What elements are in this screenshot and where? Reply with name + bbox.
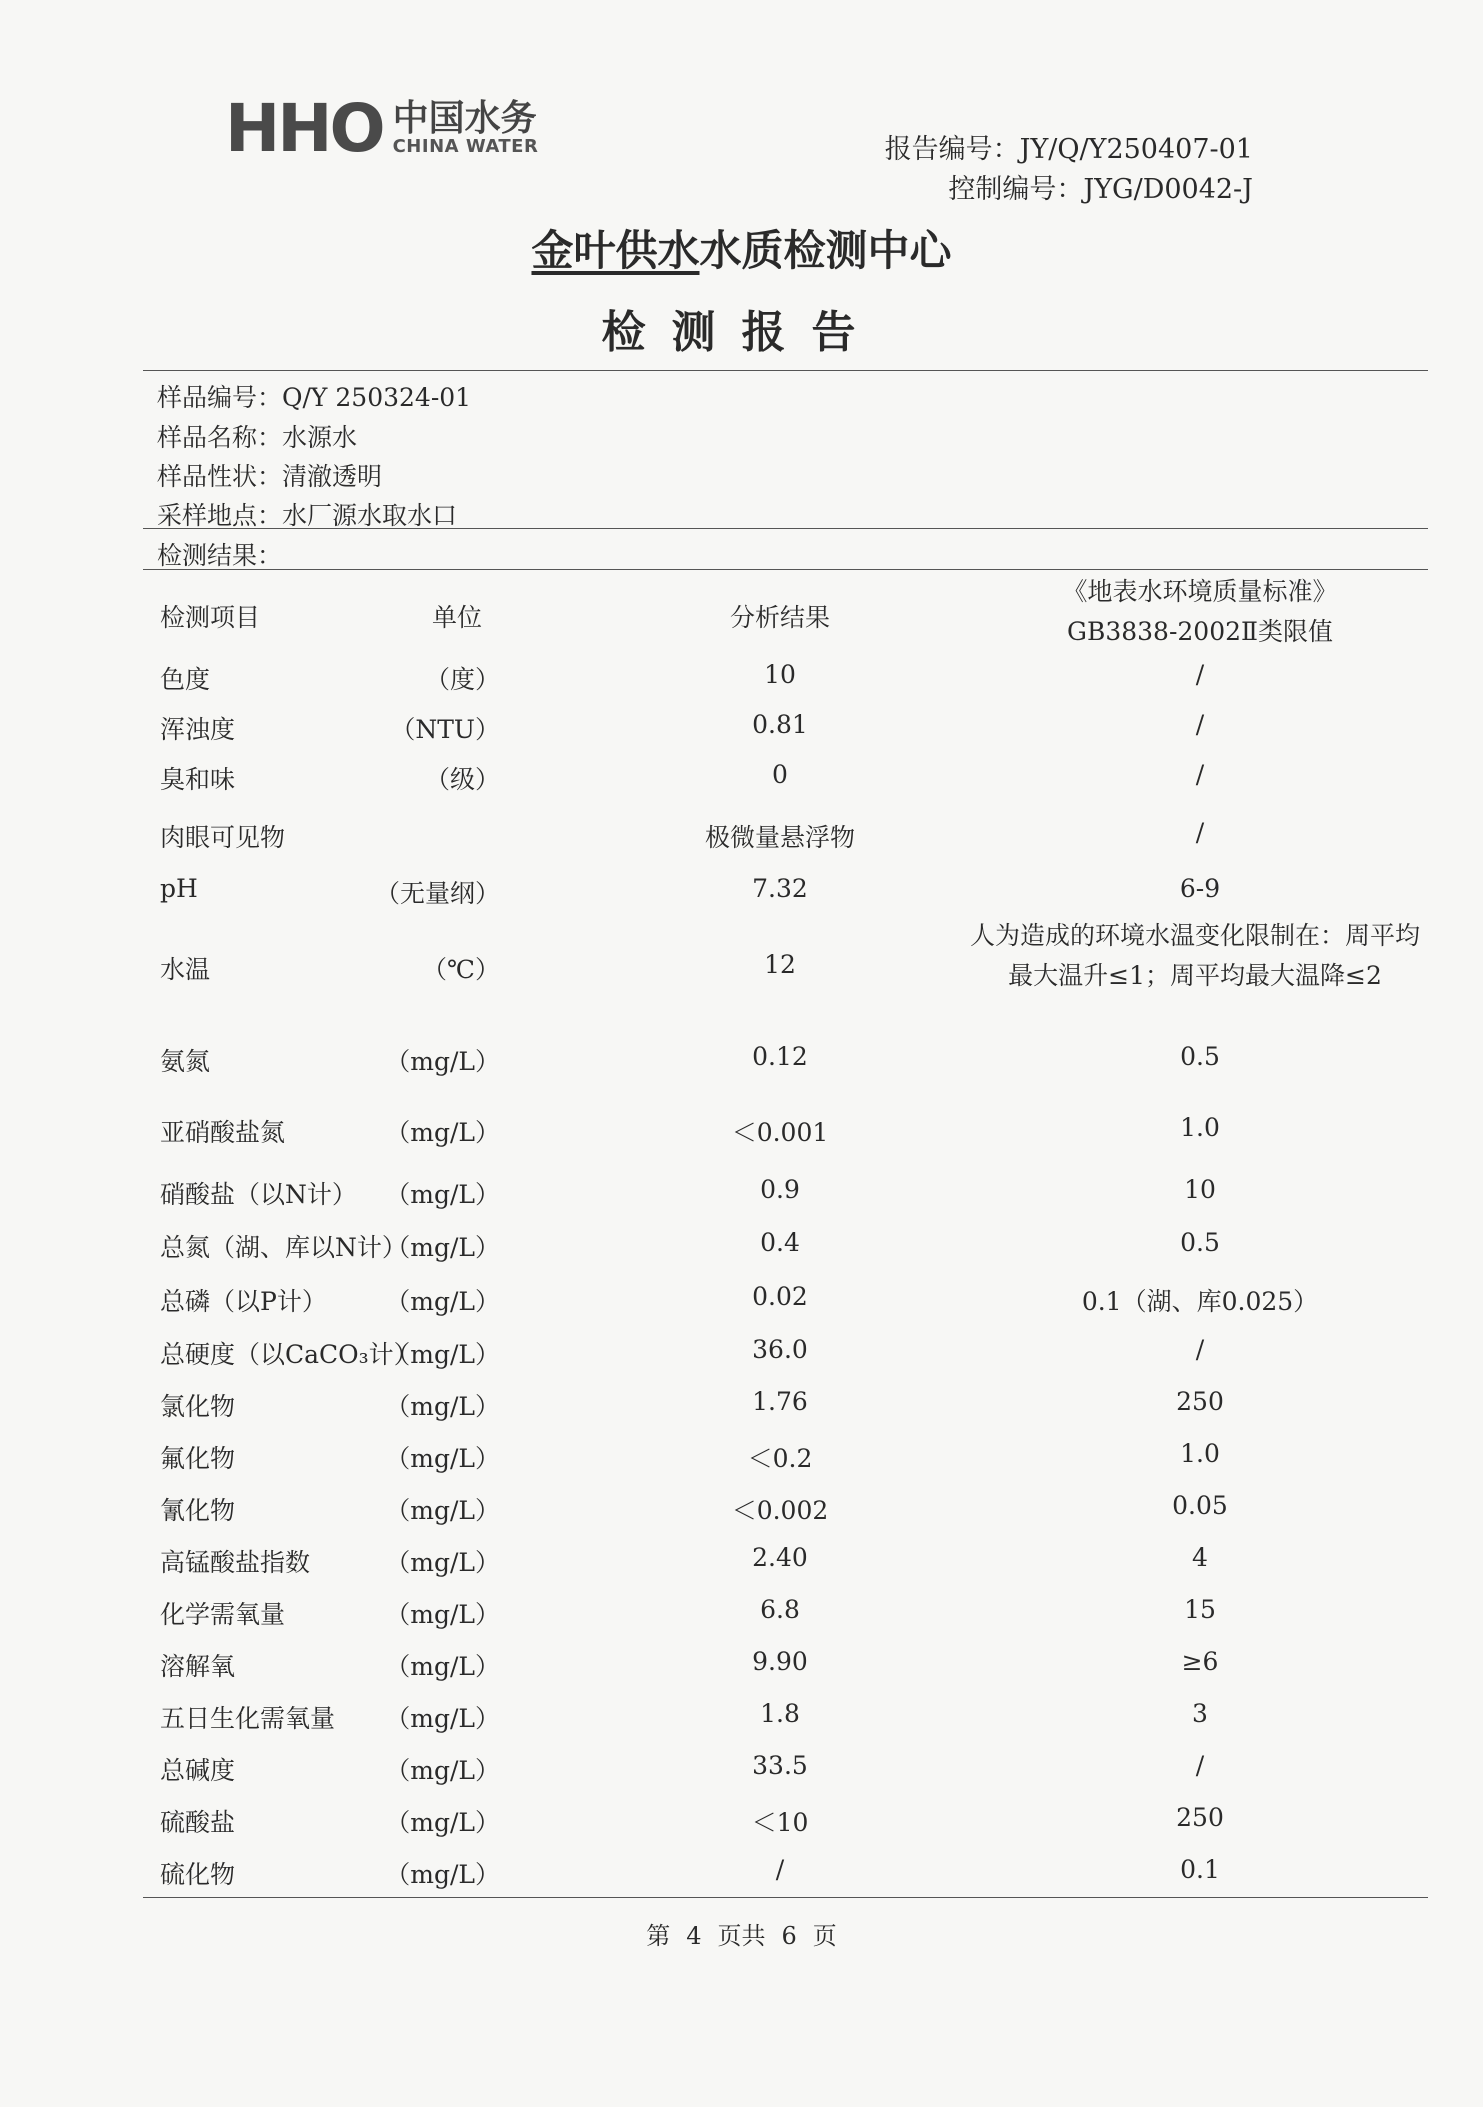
table-row (0, 1335, 1483, 1375)
row-unit: （mg/L） (385, 1756, 500, 1785)
row-unit: （mg/L） (385, 1180, 500, 1209)
row-item: 高锰酸盐指数 (160, 1548, 311, 1577)
row-result: 极微量悬浮物 (704, 823, 855, 852)
row-item: 肉眼可见物 (160, 823, 286, 852)
row-unit: （mg/L） (385, 1652, 500, 1681)
row-result: 9.90 (752, 1647, 808, 1676)
row-result: 0.02 (752, 1282, 808, 1311)
row-unit: （℃） (422, 955, 500, 984)
row-item: 溶解氧 (160, 1652, 236, 1681)
row-result: 2.40 (752, 1543, 808, 1572)
row-unit: （mg/L） (385, 1340, 500, 1369)
organization-title (0, 218, 1483, 278)
page-total: 6 (781, 1922, 797, 1950)
row-item: 氨氮 (160, 1047, 211, 1076)
row-limit: 10 (1184, 1175, 1216, 1204)
row-result: 0.81 (752, 710, 808, 739)
row-result: ＜0.002 (731, 1496, 829, 1525)
organization-title-rest: 水质检测中心 (699, 226, 952, 275)
sample-id: Q/Y 250324-01 (282, 383, 472, 412)
row-item: 总氮（湖、库以N计） (160, 1233, 407, 1262)
row-item: 亚硝酸盐氮 (160, 1118, 286, 1147)
row-unit: （mg/L） (385, 1287, 500, 1316)
row-result: 10 (764, 660, 796, 689)
row-item: 水温 (160, 955, 211, 984)
row-item: 五日生化需氧量 (160, 1704, 336, 1733)
row-item: 臭和味 (160, 765, 236, 794)
sample-state-line: 样品性状：清澈透明 (157, 462, 383, 491)
row-result: 1.8 (760, 1699, 800, 1728)
row-result: 0.9 (760, 1175, 800, 1204)
row-item: 总磷（以P计） (160, 1287, 327, 1316)
row-result: 6.8 (760, 1595, 800, 1624)
row-item: pH (160, 874, 198, 903)
row-item: 硫酸盐 (160, 1808, 236, 1837)
sample-id-line: 样品编号：Q/Y 250324-01 (157, 383, 472, 412)
row-item: 氯化物 (160, 1392, 236, 1421)
table-row (0, 1282, 1483, 1322)
row-item: 硫化物 (160, 1860, 236, 1889)
row-result: / (775, 1855, 785, 1884)
header-unit: 单位 (432, 603, 483, 632)
divider-bottom (143, 1897, 1428, 1898)
table-row (0, 1113, 1483, 1153)
table-row (0, 1439, 1483, 1479)
row-limit: 0.5 (1180, 1042, 1220, 1071)
row-limit: 0.05 (1172, 1491, 1228, 1520)
row-unit: （mg/L） (385, 1548, 500, 1577)
row-limit: 人为造成的环境水温变化限制在：周平均最大温升≤1；周平均最大温降≤2 (969, 921, 1420, 990)
row-unit: （度） (424, 665, 500, 694)
control-number: 控制编号：JYG/D0042-J (948, 174, 1253, 205)
table-row (0, 1751, 1483, 1791)
row-unit: （mg/L） (385, 1233, 500, 1262)
row-unit: （NTU） (390, 715, 500, 744)
header-limit (960, 572, 1440, 652)
table-row (0, 818, 1483, 858)
row-item: 化学需氧量 (160, 1600, 286, 1629)
row-limit: 3 (1192, 1699, 1208, 1728)
divider-top (143, 370, 1428, 371)
table-row (0, 1491, 1483, 1531)
row-item: 色度 (160, 665, 211, 694)
row-result: 1.76 (752, 1387, 808, 1416)
row-limit: ≥6 (1181, 1647, 1219, 1676)
row-unit: （mg/L） (385, 1600, 500, 1629)
row-unit: （mg/L） (385, 1808, 500, 1837)
logo-text (392, 98, 539, 158)
company-logo (225, 90, 539, 167)
row-limit: 6-9 (1179, 874, 1221, 903)
report-references (885, 130, 1253, 210)
row-limit: / (1195, 660, 1205, 689)
header-limit-line1: 《地表水环境质量标准》 (1062, 577, 1338, 606)
row-item: 氟化物 (160, 1444, 236, 1473)
row-unit: （mg/L） (385, 1118, 500, 1147)
row-item: 总硬度（以CaCO₃计） (160, 1340, 419, 1369)
header-limit-line2: GB3838-2002Ⅱ类限值 (1066, 617, 1334, 646)
table-row (0, 1228, 1483, 1268)
results-label: 检测结果： (157, 541, 283, 570)
table-row (0, 710, 1483, 750)
row-result: 0 (772, 760, 788, 789)
sample-name-line: 样品名称：水源水 (157, 423, 358, 452)
row-unit: （mg/L） (385, 1047, 500, 1076)
table-row (0, 1855, 1483, 1895)
row-item: 浑浊度 (160, 715, 236, 744)
sampling-site-line: 采样地点：水厂源水取水口 (157, 501, 458, 530)
row-limit: 250 (1176, 1387, 1224, 1416)
row-item: 硝酸盐（以N计） (160, 1180, 357, 1209)
row-limit: 250 (1176, 1803, 1224, 1832)
row-result: 0.4 (760, 1228, 800, 1257)
logo-english: CHINA WATER (392, 136, 539, 158)
row-limit: 0.1 (1180, 1855, 1220, 1884)
divider-results (143, 569, 1428, 570)
row-unit: （mg/L） (385, 1860, 500, 1889)
table-row (0, 1699, 1483, 1739)
row-limit: / (1195, 710, 1205, 739)
row-unit: （mg/L） (385, 1444, 500, 1473)
row-result: 0.12 (752, 1042, 808, 1071)
header-result: 分析结果 (729, 603, 830, 632)
organization-title-underlined: 金叶供水 (531, 226, 700, 275)
page-suffix: 页 (812, 1922, 837, 1950)
logo-mark: HHO (225, 90, 383, 167)
row-limit: / (1195, 1335, 1205, 1364)
report-title: 检测报告 (601, 307, 882, 358)
table-row (0, 1803, 1483, 1843)
row-result: 12 (764, 950, 796, 979)
table-row (0, 921, 1483, 990)
row-limit: / (1195, 1751, 1205, 1780)
sample-name: 水源水 (282, 423, 358, 452)
page-middle: 页共 (717, 1922, 766, 1950)
table-row (0, 1595, 1483, 1635)
table-row (0, 660, 1483, 700)
table-row (0, 874, 1483, 914)
row-item: 氰化物 (160, 1496, 236, 1525)
report-number: 报告编号：JY/Q/Y250407-01 (884, 134, 1253, 165)
row-result: 7.32 (752, 874, 808, 903)
row-limit: 0.1（湖、库0.025） (1081, 1287, 1319, 1316)
logo-chinese: 中国水务 (392, 98, 537, 140)
row-result: 36.0 (752, 1335, 808, 1364)
row-item: 总碱度 (160, 1756, 236, 1785)
row-limit: 4 (1192, 1543, 1208, 1572)
row-limit: / (1195, 760, 1205, 789)
row-unit: （mg/L） (385, 1704, 500, 1733)
row-limit: 15 (1184, 1595, 1216, 1624)
page-footer (0, 1916, 1483, 1951)
table-row (0, 1175, 1483, 1215)
row-result: 33.5 (752, 1751, 808, 1780)
row-result: ＜0.2 (747, 1444, 813, 1473)
row-result: ＜10 (751, 1808, 809, 1837)
table-row (0, 1543, 1483, 1583)
header-item: 检测项目 (160, 603, 261, 632)
sampling-site: 水厂源水取水口 (282, 501, 458, 530)
row-unit: （无量纲） (374, 879, 500, 908)
row-unit: （mg/L） (385, 1392, 500, 1421)
table-row (0, 1647, 1483, 1687)
row-result: ＜0.001 (731, 1118, 829, 1147)
table-row (0, 1042, 1483, 1082)
table-row (0, 1387, 1483, 1427)
row-limit: 1.0 (1180, 1439, 1220, 1468)
row-limit: 1.0 (1180, 1113, 1220, 1142)
row-unit: （级） (424, 765, 500, 794)
page-current: 4 (686, 1922, 702, 1950)
row-limit: / (1195, 818, 1205, 847)
page-prefix: 第 (646, 1922, 671, 1950)
table-row (0, 760, 1483, 800)
row-limit: 0.5 (1180, 1228, 1220, 1257)
sample-state: 清澈透明 (282, 462, 383, 491)
row-unit: （mg/L） (385, 1496, 500, 1525)
